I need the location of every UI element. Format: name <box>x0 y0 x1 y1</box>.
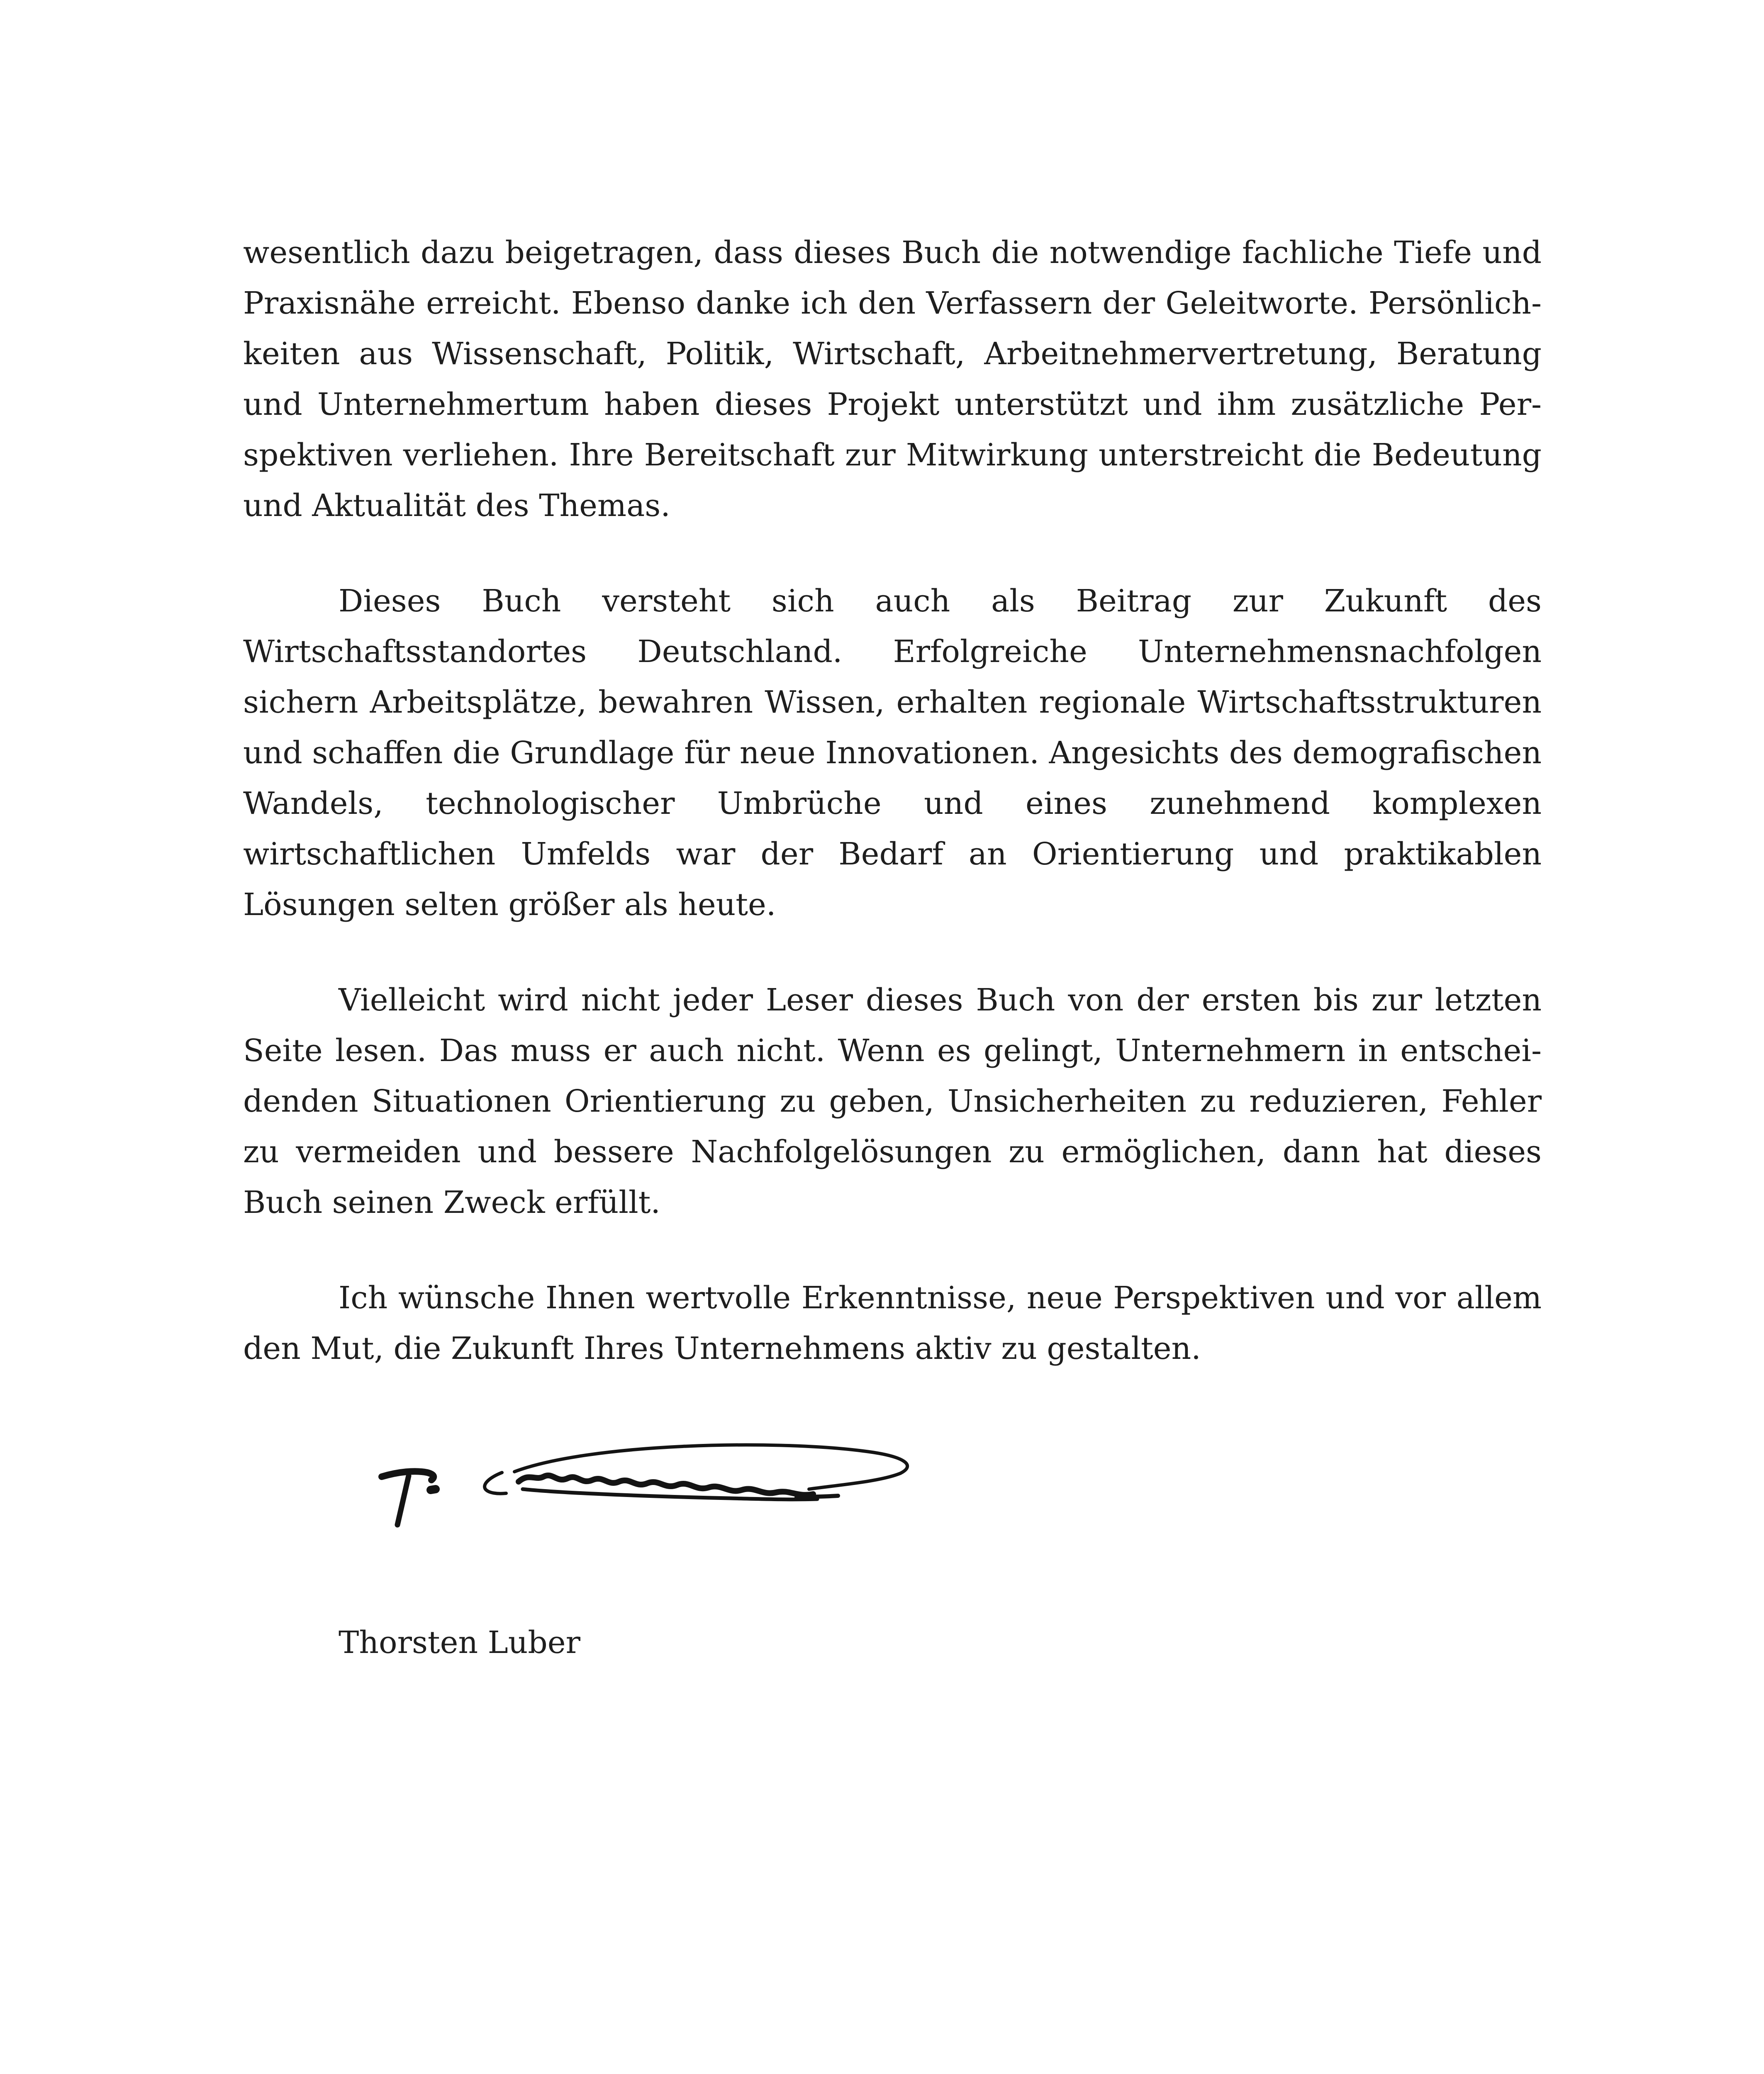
paragraph: Dieses Buch versteht sich auch als Beitrag zur Zukunft des Wirtschaftsstandortes Deutschland. Erfolgreiche Unternehmensnachfolgen sichern Arbeitsplätze, bewahren Wissen, erhalten regionale Wirtschaftsstrukturen und schaffen die Grundlage für neue Innovationen. Angesichts des demografischen Wandels, technologischer Umbrüche und eines zunehmend komplexen wirtschaftlichen Umfelds war der Bedarf an Orientierung und praktikablen Lösungen selten größer als heute. <box>243 583 1542 923</box>
handwritten-signature <box>365 1427 979 1551</box>
paragraph: wesentlich dazu beigetragen, dass dieses Buch die notwendige fachliche Tiefe und Praxisnähe erreicht. Ebenso danke ich den Verfassern der Geleitworte. Persönlichkeiten aus Wissenschaft, Politik, Wirtschaft, Arbeitnehmervertretung, Beratung und Unternehmertum haben dieses Projekt unterstützt und ihm zusätzliche Perspektiven verliehen. Ihre Bereitschaft zur Mitwirkung unterstreicht die Bedeutung und Aktualität des Themas. <box>243 235 1542 523</box>
body-text <box>243 227 1542 1419</box>
author-name: Thorsten Luber <box>339 1625 580 1660</box>
paragraph: Vielleicht wird nicht jeder Leser dieses Buch von der ersten bis zur letzten Seite lesen. Das muss er auch nicht. Wenn es gelingt, Unternehmern in entscheidenden Situationen Orientierung zu geben, Unsicherheiten zu reduzieren, Fehler zu vermeiden und bessere Nachfolgelösungen zu ermöglichen, dann hat dieses Buch seinen Zweck erfüllt. <box>243 982 1542 1220</box>
paragraph: Ich wünsche Ihnen wertvolle Erkenntnisse, neue Perspektiven und vor allem den Mut, die Zukunft Ihres Unternehmens aktiv zu gestalten. <box>243 1280 1542 1366</box>
